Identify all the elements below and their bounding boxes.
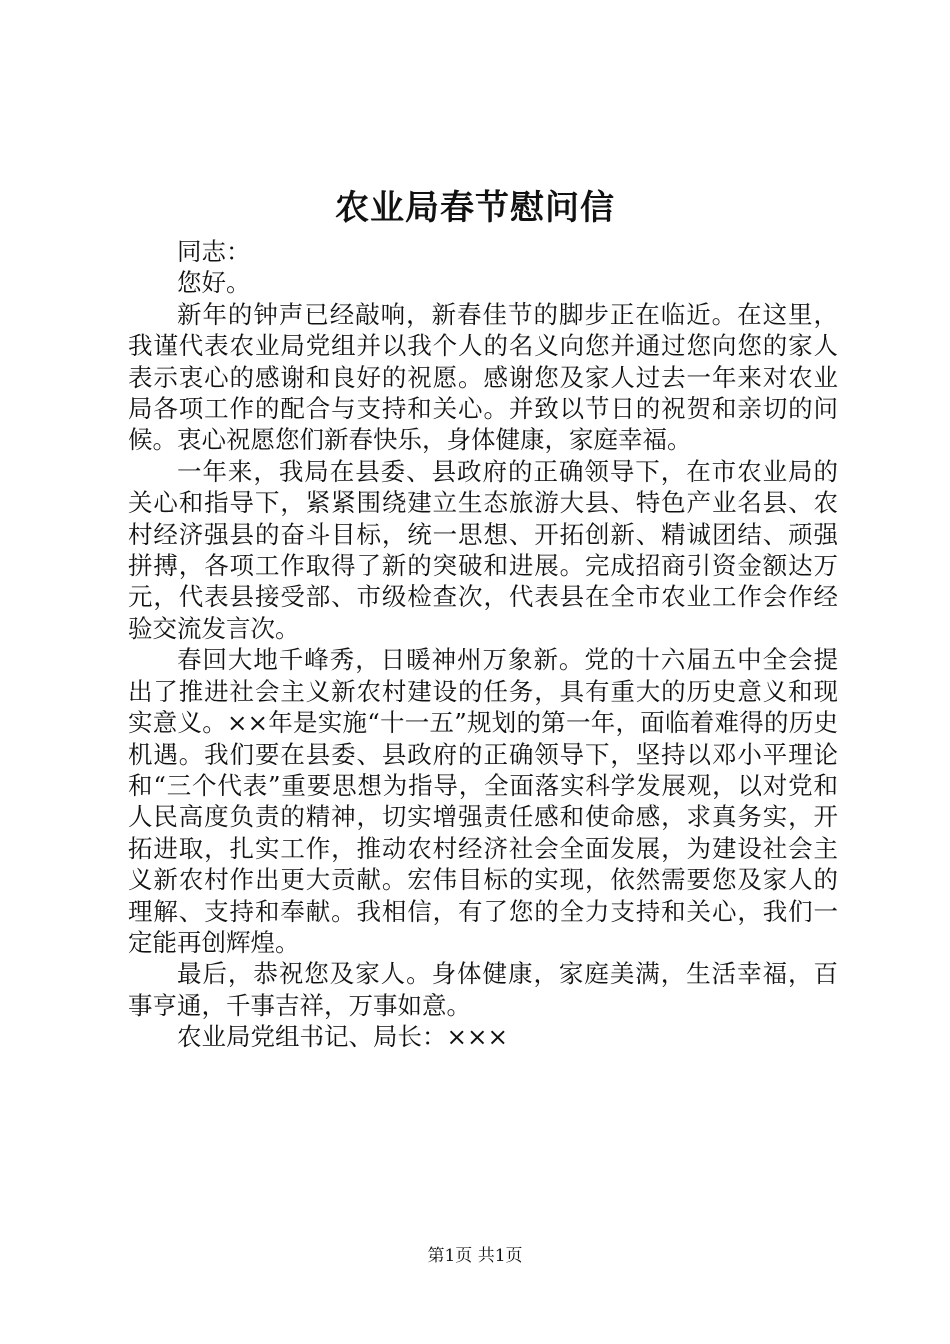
document-title: 农业局春节慰问信 <box>335 188 615 228</box>
letter-body <box>128 236 838 1053</box>
salutation: 同志： <box>177 237 251 266</box>
paragraph-4: 最后，恭祝您及家人。身体健康，家庭美满，生活幸福，百事亨通，千事吉祥，万事如意。 <box>128 959 838 1020</box>
greeting: 您好。 <box>177 268 251 298</box>
page-number: 第1页 共1页 <box>427 1246 523 1266</box>
signature: 农业局党组书记、局长：××× <box>177 1022 509 1052</box>
paragraph-2: 一年来，我局在县委、县政府的正确领导下，在市农业局的关心和指导下，紧紧围绕建立生态旅游大县、特色产业名县、农村经济强县的奋斗目标，统一思想、开拓创新、精诚团结、顽强拼搏，各项工作取得了新的突破和进展。完成招商引资金额达万元，代表县接受部、市级检查次，代表县在全市农业工作会作经验交流发言次。 <box>128 456 838 643</box>
paragraph-3: 春回大地千峰秀，日暖神州万象新。党的十六届五中全会提出了推进社会主义新农村建设的任务，具有重大的历史意义和现实意义。××年是实施“十一五”规划的第一年，面临着难得的历史机遇。我们要在县委、县政府的正确领导下，坚持以邓小平理论和“三个代表”重要思想为指导，全面落实科学发展观，以对党和人民高度负责的精神，切实增强责任感和使命感，求真务实，开拓进取，扎实工作，推动农村经济社会全面发展，为建设社会主义新农村作出更大贡献。宏伟目标的实现，依然需要您及家人的理解、支持和奉献。我相信，有了您的全力支持和关心，我们一定能再创辉煌。 <box>128 645 838 957</box>
paragraph-1: 新年的钟声已经敲响，新春佳节的脚步正在临近。在这里，我谨代表农业局党组并以我个人的名义向您并通过您向您的家人表示衷心的感谢和良好的祝愿。感谢您及家人过去一年来对农业局各项工作的配合与支持和关心。并致以节日的祝贺和亲切的问候。衷心祝愿您们新春快乐，身体健康，家庭幸福。 <box>128 299 838 455</box>
